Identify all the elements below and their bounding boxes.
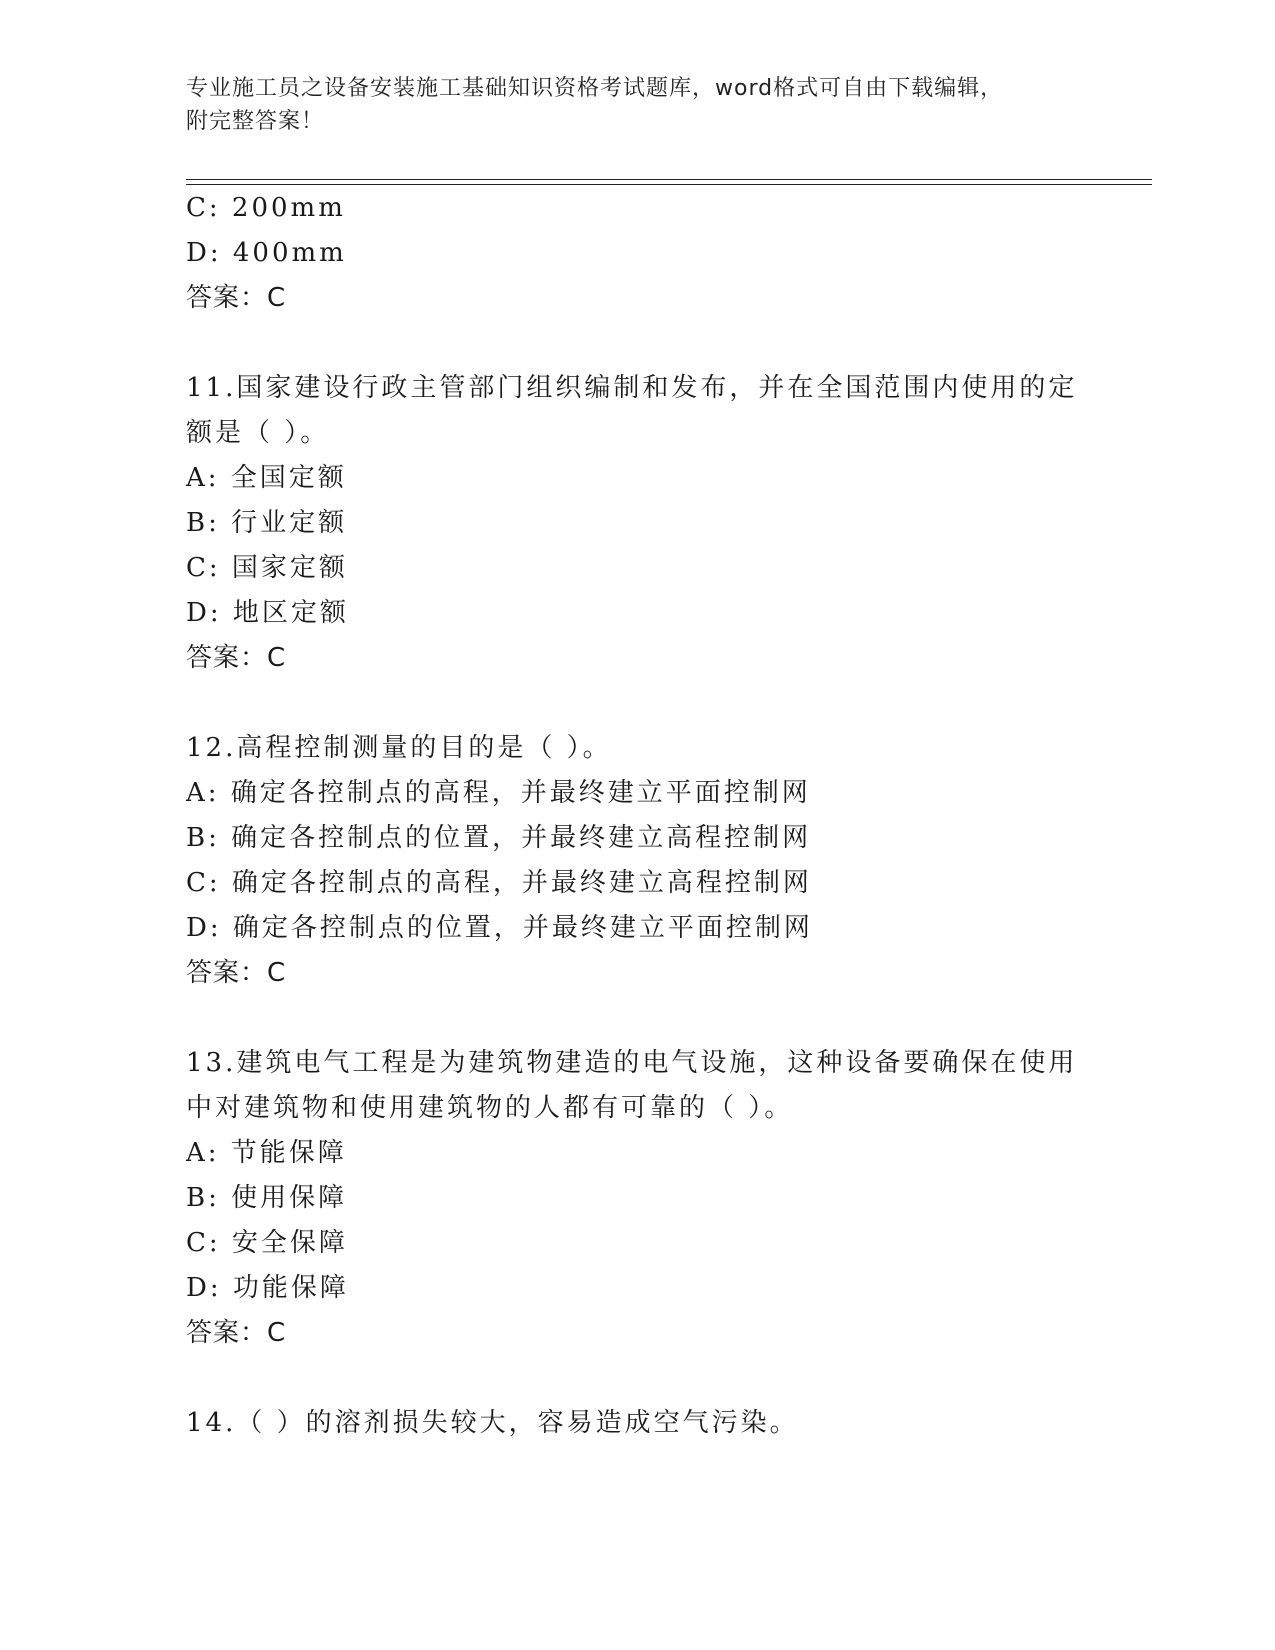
q14-stem-line-1: 14.（ ）的溶剂损失较大，容易造成空气污染。 [186, 1408, 799, 1438]
q11-option-d: D: 地区定额 [186, 598, 349, 628]
prev-answer: 答案：C [186, 283, 287, 313]
document-header [186, 72, 1086, 138]
q13-stem-line-2: 中对建筑物和使用建筑物的人都有可靠的（ ）。 [186, 1093, 794, 1123]
q13-option-d: D: 功能保障 [186, 1273, 349, 1303]
q11-option-c: C: 国家定额 [186, 553, 348, 583]
q13-stem-line-1: 13.建筑电气工程是为建筑物建造的电气设施，这种设备要确保在使用 [186, 1048, 1078, 1078]
q12-option-a: A: 确定各控制点的高程，并最终建立平面控制网 [186, 778, 811, 808]
q11-answer: 答案：C [186, 643, 287, 673]
q12-option-d: D: 确定各控制点的位置，并最终建立平面控制网 [186, 913, 813, 943]
q12-answer: 答案：C [186, 958, 287, 988]
q11-option-b: B: 行业定额 [186, 508, 348, 538]
q12-stem-line-1: 12.高程控制测量的目的是（ ）。 [186, 733, 612, 763]
q13-option-a: A: 节能保障 [186, 1138, 347, 1168]
q12-option-b: B: 确定各控制点的位置，并最终建立高程控制网 [186, 823, 812, 853]
prev-option-d: D: 400mm [186, 238, 347, 268]
header-divider-bottom [186, 184, 1152, 185]
q12-option-c: C: 确定各控制点的高程，并最终建立高程控制网 [186, 868, 812, 898]
q13-answer: 答案：C [186, 1318, 287, 1348]
q13-option-b: B: 使用保障 [186, 1183, 348, 1213]
header-line-2: 附完整答案！ [186, 109, 325, 134]
q11-stem-line-1: 11.国家建设行政主管部门组织编制和发布，并在全国范围内使用的定 [186, 373, 1078, 403]
q11-stem-line-2: 额是（ ）。 [186, 418, 330, 448]
q13-option-c: C: 安全保障 [186, 1228, 348, 1258]
q11-option-a: A: 全国定额 [186, 463, 347, 493]
header-line-1: 专业施工员之设备安装施工基础知识资格考试题库，word格式可自由下载编辑， [186, 76, 1004, 101]
prev-option-c: C: 200mm [186, 193, 346, 223]
header-divider-top [186, 179, 1152, 180]
